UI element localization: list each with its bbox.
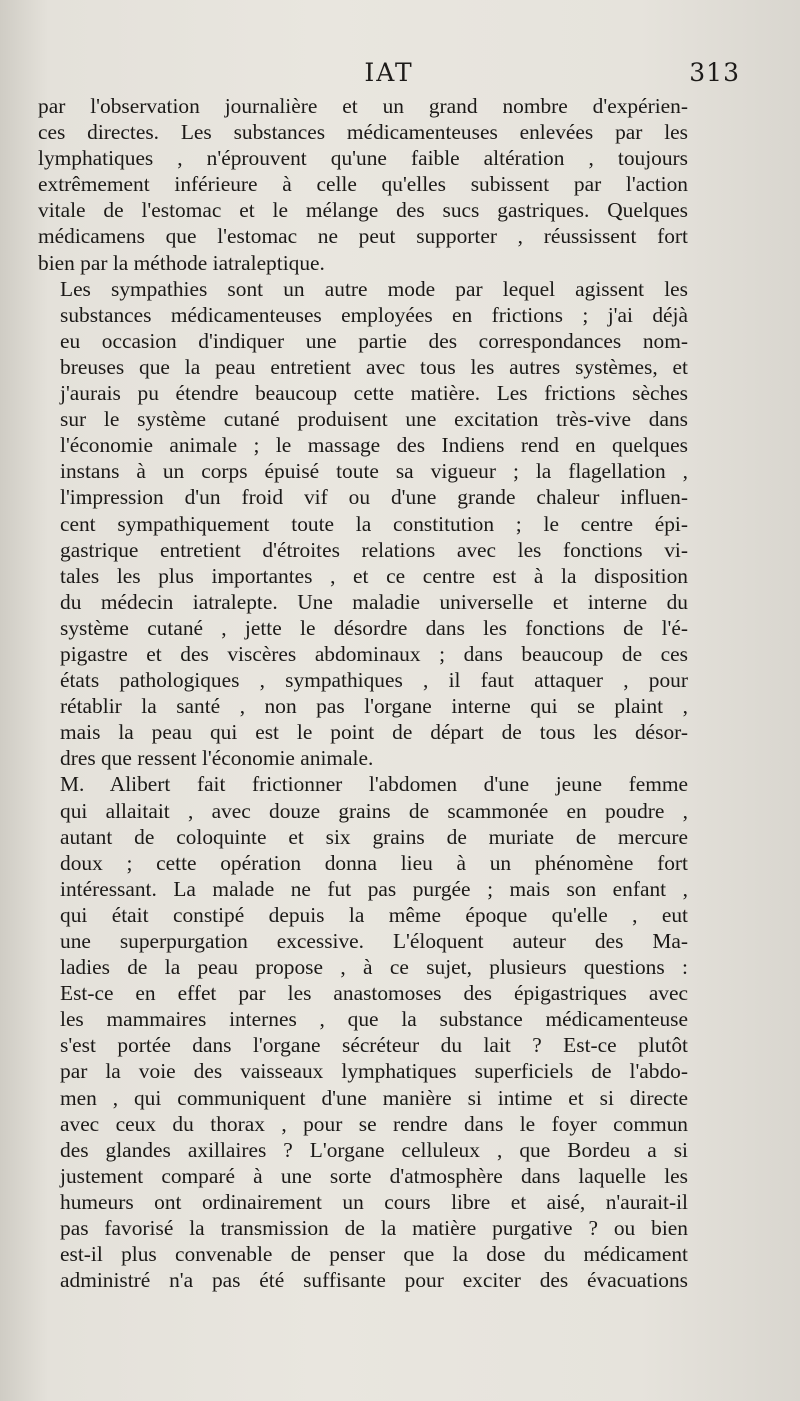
text-line: rétablir la santé , non pas l'organe interne qui se plaint ,	[60, 694, 688, 719]
text-line: extrêmement inférieure à celle qu'elles subissent par l'action	[38, 172, 688, 197]
running-head-title: IAT	[364, 58, 414, 87]
text-line: breuses que la peau entretient avec tous les autres systèmes, et	[60, 354, 688, 379]
text-line: autant de coloquinte et six grains de muriate de mercure	[60, 824, 688, 849]
text-line: du médecin iatralepte. Une maladie universelle et interne du	[60, 589, 688, 614]
text-line: substances médicamenteuses employées en frictions ; j'ai déjà	[60, 302, 688, 327]
paragraph-2	[38, 276, 688, 772]
text-line: gastrique entretient d'étroites relations avec les fonctions vi-	[60, 537, 688, 562]
text-line: s'est portée dans l'organe sécréteur du lait ? Est-ce plutôt	[60, 1033, 688, 1058]
text-line: par la voie des vaisseaux lymphatiques superficiels de l'abdo-	[60, 1059, 688, 1084]
text-line: instans à un corps épuisé toute sa vigueur ; la flagellation ,	[60, 459, 688, 484]
page-number: 313	[689, 58, 740, 87]
text-line: bien par la méthode iatraleptique.	[38, 250, 325, 275]
text-line: les mammaires internes , que la substance médicamenteuse	[60, 1007, 688, 1032]
text-line: ladies de la peau propose , à ce sujet, plusieurs questions :	[60, 955, 688, 980]
text-line: mais la peau qui est le point de départ de tous les désor-	[60, 720, 688, 745]
text-line: justement comparé à une sorte d'atmosphère dans laquelle les	[60, 1163, 688, 1188]
text-line: cent sympathiquement toute la constitution ; le centre épi-	[60, 511, 688, 536]
text-line: pigastre et des viscères abdominaux ; dans beaucoup de ces	[60, 641, 688, 666]
text-line: ces directes. Les substances médicamenteuses enlevées par les	[38, 120, 688, 145]
text-line: vitale de l'estomac et le mélange des sucs gastriques. Quelques	[38, 198, 688, 223]
text-line: intéressant. La malade ne fut pas purgée ; mais son enfant ,	[60, 876, 688, 901]
text-line: tales les plus importantes , et ce centre est à la disposition	[60, 563, 688, 588]
text-line: l'économie animale ; le massage des Indiens rend en quelques	[60, 433, 688, 458]
text-line: Les sympathies sont un autre mode par lequel agissent les	[60, 276, 688, 301]
text-line: eu occasion d'indiquer une partie des correspondances nom-	[60, 328, 688, 353]
text-line: système cutané , jette le désordre dans les fonctions de l'é-	[60, 615, 688, 640]
text-line: j'aurais pu étendre beaucoup cette matière. Les frictions sèches	[60, 381, 688, 406]
text-line: médicamens que l'estomac ne peut supporter , réussissent fort	[38, 224, 688, 249]
text-line: l'impression d'un froid vif ou d'une grande chaleur influen-	[60, 485, 688, 510]
text-line: qui allaitait , avec douze grains de scammonée en poudre ,	[60, 798, 688, 823]
text-line: men , qui communiquent d'une manière si intime et si directe	[60, 1085, 688, 1110]
text-line: lymphatiques , n'éprouvent qu'une faible altération , toujours	[38, 146, 688, 171]
text-line: administré n'a pas été suffisante pour exciter des évacuations	[60, 1268, 688, 1293]
text-line: pas favorisé la transmission de la matière purgative ? ou bien	[60, 1216, 688, 1241]
text-line: une superpurgation excessive. L'éloquent auteur des Ma-	[60, 929, 688, 953]
text-line: Est-ce en effet par les anastomoses des épigastriques avec	[60, 981, 688, 1006]
text-line: M. Alibert fait frictionner l'abdomen d'une jeune femme	[60, 772, 688, 797]
text-line: dres que ressent l'économie animale.	[60, 746, 374, 771]
text-line: sur le système cutané produisent une excitation très-vive dans	[60, 407, 688, 432]
text-line: doux ; cette opération donna lieu à un phénomène fort	[60, 850, 688, 875]
text-line: des glandes axillaires ? L'organe celluleux , que Bordeu a si	[60, 1137, 688, 1162]
text-line: états pathologiques , sympathiques , il faut attaquer , pour	[60, 668, 688, 693]
text-line: humeurs ont ordinairement un cours libre et aisé, n'aurait-il	[60, 1189, 688, 1214]
body-text	[38, 93, 688, 1293]
text-line: par l'observation journalière et un grand nombre d'expérien-	[38, 94, 688, 118]
paragraph-3	[38, 771, 688, 1293]
text-line: qui était constipé depuis la même époque qu'elle , eut	[60, 902, 688, 927]
paragraph-1	[38, 93, 688, 276]
running-head	[38, 58, 740, 92]
text-line: avec ceux du thorax , pour se rendre dans le foyer commun	[60, 1111, 688, 1136]
text-line: est-il plus convenable de penser que la dose du médicament	[60, 1242, 688, 1267]
